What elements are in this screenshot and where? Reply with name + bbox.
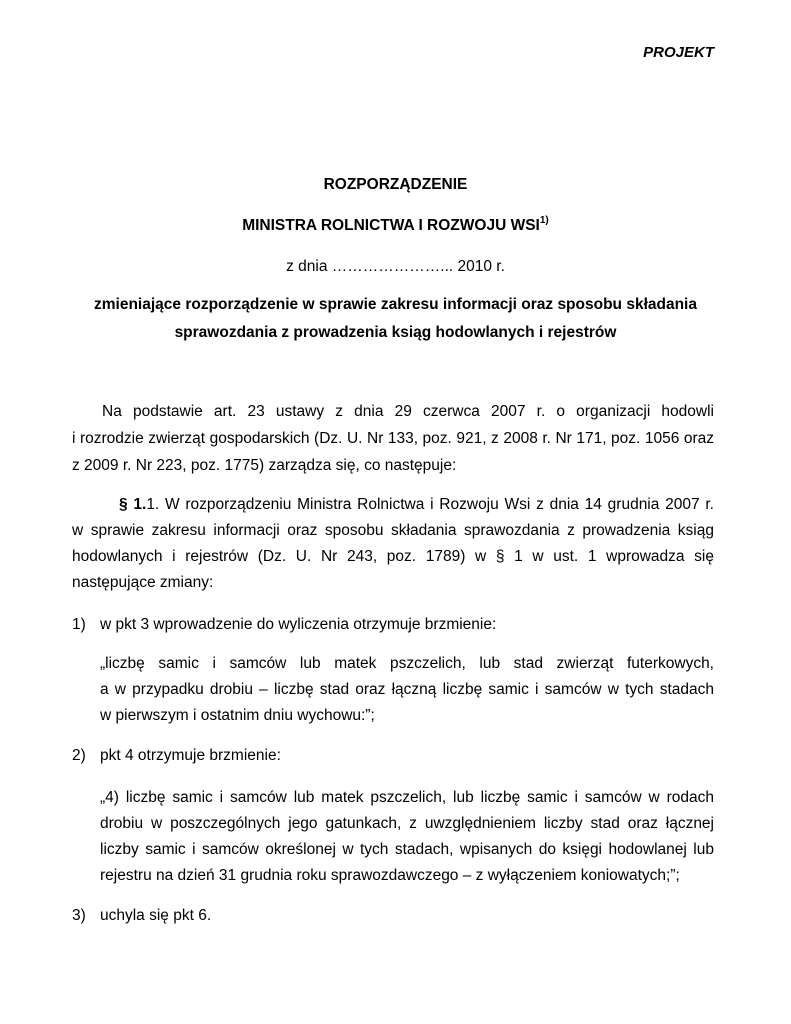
item-1-quote-line-1-text: „liczbę samic i samców lub matek pszczelich, lub stad zwierząt futerkowych, xyxy=(100,655,714,672)
item-2-quote-line-1 xyxy=(100,789,714,807)
item-1-quote-line-3: w pierwszym i ostatnim dniu wychowu:”; xyxy=(100,707,375,724)
item-2-quote-line-2-text: drobiu w poszczególnych jego gatunkach, z uwzględnieniem liczby stad oraz łącznej xyxy=(100,815,714,832)
basis-line-1 xyxy=(102,403,714,421)
footnote-ref: 1) xyxy=(539,215,549,226)
section-1-line-3-text: hodowlanych i rejestrów (Dz. U. Nr 243, poz. 1789) w § 1 w ust. 1 wprowadza się xyxy=(72,548,714,565)
section-1-line-1-body: 1. W rozporządzeniu Ministra Rolnictwa i Rozwoju Wsi z dnia 14 grudnia 2007 r. xyxy=(146,496,714,513)
item-3-text: uchyla się pkt 6. xyxy=(100,907,212,924)
item-2-quote-line-2 xyxy=(100,815,714,833)
basis-line-3: z 2009 r. Nr 223, poz. 1775) zarządza się, co następuje: xyxy=(72,457,457,474)
section-1-line-1 xyxy=(119,496,714,514)
section-1-line-4: następujące zmiany: xyxy=(72,574,214,591)
section-1-line-3 xyxy=(72,548,714,566)
item-2-number: 2) xyxy=(72,747,86,764)
basis-line-2 xyxy=(72,430,714,448)
issuer-text: MINISTRA ROLNICTWA I ROZWOJU WSI xyxy=(242,217,540,234)
section-mark: § 1. xyxy=(119,496,147,513)
section-1-line-2 xyxy=(72,522,714,540)
item-2-quote-line-1-text: „4) liczbę samic i samców lub matek pszczelich, lub liczbę samic i samców w rodach xyxy=(100,789,714,806)
issuer-heading xyxy=(0,217,791,235)
section-1-line-1-text xyxy=(119,496,714,514)
item-1-quote-line-1 xyxy=(100,655,714,673)
doc-type-heading: ROZPORZĄDZENIE xyxy=(323,176,468,193)
draft-label: PROJEKT xyxy=(643,44,714,61)
subject-line-2: sprawozdania z prowadzenia ksiąg hodowlanych i rejestrów xyxy=(174,324,617,341)
basis-line-1-text: Na podstawie art. 23 ustawy z dnia 29 czerwca 2007 r. o organizacji hodowli xyxy=(102,403,714,420)
item-1-text: w pkt 3 wprowadzenie do wyliczenia otrzymuje brzmienie: xyxy=(100,616,497,633)
item-1-quote-line-2 xyxy=(100,681,714,699)
subject-line-1: zmieniające rozporządzenie w sprawie zakresu informacji oraz sposobu składania xyxy=(94,296,697,313)
date-line: z dnia …………………... 2010 r. xyxy=(286,258,505,275)
item-1-number: 1) xyxy=(72,616,86,633)
basis-line-2-text: i rozrodzie zwierząt gospodarskich (Dz. U. Nr 133, poz. 921, z 2008 r. Nr 171, poz. 1056 oraz xyxy=(72,430,714,447)
section-1-line-2-text: w sprawie zakresu informacji oraz sposobu składania sprawozdania z prowadzenia ksiąg xyxy=(72,522,714,539)
item-3-number: 3) xyxy=(72,907,86,924)
item-2-text: pkt 4 otrzymuje brzmienie: xyxy=(100,747,281,764)
item-2-quote-line-4: rejestru na dzień 31 grudnia roku sprawozdawczego – z wyłączeniem koniowatych;”; xyxy=(100,867,680,884)
item-2-quote-line-3-text: liczby samic i samców określonej w tych stadach, wpisanych do księgi hodowlanej lub xyxy=(100,841,714,858)
item-1-quote-line-2-text: a w przypadku drobiu – liczbę stad oraz łączną liczbę samic i samców w tych stadach xyxy=(100,681,714,698)
item-2-quote-line-3 xyxy=(100,841,714,859)
